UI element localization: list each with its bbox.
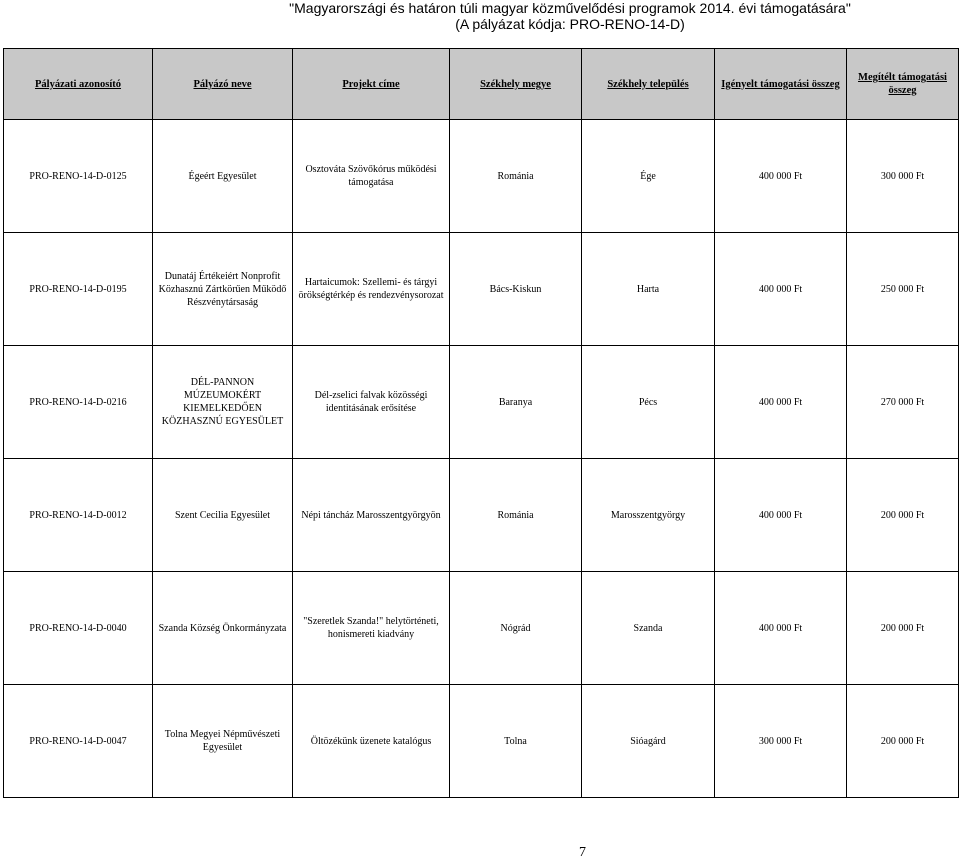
cell-applicant: Szent Cecilia Egyesület [153,459,293,572]
cell-requested: 300 000 Ft [715,685,847,798]
cell-granted: 300 000 Ft [847,120,959,233]
cell-settlement: Sióagárd [582,685,715,798]
cell-project: Népi táncház Marosszentgyörgyön [293,459,450,572]
table-row [4,120,959,233]
cell-id: PRO-RENO-14-D-0216 [4,346,153,459]
col-header-applicant[interactable]: Pályázó neve [153,49,293,120]
cell-id: PRO-RENO-14-D-0125 [4,120,153,233]
col-header-project[interactable]: Projekt címe [293,49,450,120]
cell-settlement: Ége [582,120,715,233]
cell-applicant: Tolna Megyei Népművészeti Egyesület [153,685,293,798]
cell-county: Tolna [450,685,582,798]
document-title [0,0,960,32]
cell-county: Nógrád [450,572,582,685]
cell-requested: 400 000 Ft [715,459,847,572]
cell-county: Bács-Kiskun [450,233,582,346]
col-header-county[interactable]: Székhely megye [450,49,582,120]
cell-id: PRO-RENO-14-D-0040 [4,572,153,685]
cell-granted: 250 000 Ft [847,233,959,346]
cell-granted: 270 000 Ft [847,346,959,459]
cell-requested: 400 000 Ft [715,346,847,459]
col-header-settlement[interactable]: Székhely település [582,49,715,120]
title-line-1: "Magyarországi és határon túli magyar közművelődési programok 2014. évi támogatására" [289,0,851,16]
cell-requested: 400 000 Ft [715,572,847,685]
cell-settlement: Harta [582,233,715,346]
title-line-2: (A pályázat kódja: PRO-RENO-14-D) [455,16,685,32]
cell-id: PRO-RENO-14-D-0047 [4,685,153,798]
cell-applicant: DÉL-PANNON MÚZEUMOKÉRT KIEMELKEDŐEN KÖZHASZNÚ EGYESÜLET [153,346,293,459]
cell-applicant: Égeért Egyesület [153,120,293,233]
cell-project: Öltözékünk üzenete katalógus [293,685,450,798]
page-number: 7 [579,845,586,860]
table-row [4,685,959,798]
cell-county: Baranya [450,346,582,459]
table-row [4,346,959,459]
cell-project: Osztováta Szövőkórus működési támogatása [293,120,450,233]
cell-requested: 400 000 Ft [715,233,847,346]
cell-applicant: Dunatáj Értékeiért Nonprofit Közhasznú Zártkörűen Működő Részvénytársaság [153,233,293,346]
table-header-row [4,49,959,120]
col-header-granted[interactable]: Megítélt támogatási összeg [847,49,959,120]
col-header-requested[interactable]: Igényelt támogatási összeg [715,49,847,120]
cell-granted: 200 000 Ft [847,459,959,572]
cell-settlement: Szanda [582,572,715,685]
cell-county: Románia [450,459,582,572]
cell-id: PRO-RENO-14-D-0012 [4,459,153,572]
cell-requested: 400 000 Ft [715,120,847,233]
table-row [4,459,959,572]
cell-id: PRO-RENO-14-D-0195 [4,233,153,346]
cell-applicant: Szanda Község Önkormányzata [153,572,293,685]
grant-table [3,48,959,798]
cell-project: Dél-zselici falvak közösségi identitásának erősítése [293,346,450,459]
cell-project: "Szeretlek Szanda!" helytörténeti, honismereti kiadvány [293,572,450,685]
col-header-id[interactable]: Pályázati azonosító [4,49,153,120]
cell-settlement: Marosszentgyörgy [582,459,715,572]
table-row [4,233,959,346]
cell-granted: 200 000 Ft [847,685,959,798]
cell-settlement: Pécs [582,346,715,459]
table-row [4,572,959,685]
cell-project: Hartaicumok: Szellemi- és tárgyi örökségtérkép és rendezvénysorozat [293,233,450,346]
cell-granted: 200 000 Ft [847,572,959,685]
cell-county: Románia [450,120,582,233]
